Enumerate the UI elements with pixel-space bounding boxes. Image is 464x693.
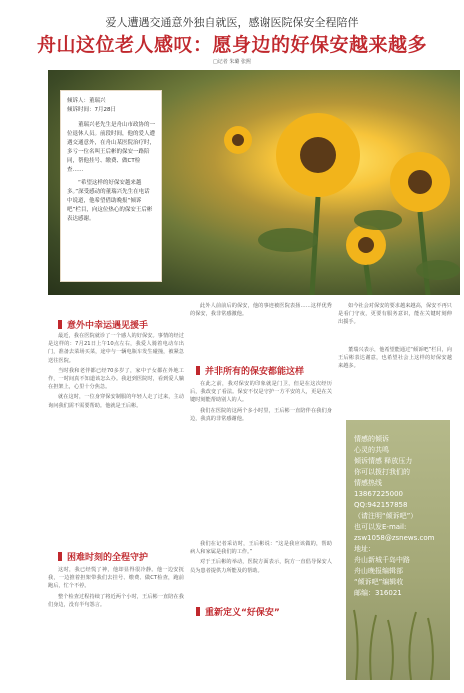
sidebar-line: 情感热线 [354,479,382,487]
article-paragraph: 就在这时，一位身穿保安制服的年轻人走了过来，主动询问我们需不需要帮助。他就是王后彬。 [48,394,184,409]
sidebar-line: 倾诉情感 释放压力 [354,457,413,465]
sidebar-line: 情感的倾诉 [354,435,389,443]
hotline-sidebar [346,420,450,680]
article-paragraph: 当时我和老伴都已经70多岁了，家中子女都在外地工作，一时间真不知道该怎么办。我赶到医院时，看到爱人躺在担架上，心里十分焦急。 [48,367,184,391]
article-column-2 [48,566,184,684]
note-meta-name: 倾诉人：董瑞兴 [67,98,106,104]
article-paragraph: 最近，我在医院就诊了一个感人的好保安。事情的经过是这样的：7月21日上午10点左右，我爱人骑着电动车出门，准备去菜场买菜，途中与一辆电瓶车发生碰撞，被紧急送往医院。 [48,333,184,364]
sidebar-line: 你可以拨打我们的 [354,468,410,476]
sidebar-line: 地址： [354,545,375,553]
article-column-7 [338,346,452,412]
note-meta-time: 倾诉时间：7月28日 [67,107,116,113]
article-paragraph: 董瑞兴表示，他希望能通过“倾诉吧”栏目，向王后彬表达谢意，也希望社会上这样的好保安越来越多。 [338,347,452,370]
article-column-3 [190,302,332,342]
sidebar-line: 心灵的共鸣 [354,446,389,454]
section-title-2: 困难时刻的全程守护 [58,550,148,563]
article-column-6 [338,302,452,342]
article-paragraph: 我们在记者采访时，王后彬说：“这是我应该做的，帮助病人和家属是我们的工作。” [190,541,332,556]
article-paragraph: 如今社会对保安的要求越来越高，保安不再只是看门守夜，更要有服务意识，能在关键时刻伸出援手。 [338,303,452,326]
sidebar-phone: 13867225000 [354,490,403,498]
kicker: 爱人遭遇交通意外独自就医，感谢医院保安全程陪伴 [105,16,359,29]
article-paragraph: 整个检查过程持续了将近两个小时，王后彬一直陪在我们身边，没有半句怨言。 [48,593,184,608]
sidebar-line: 舟山晚报编辑部 [354,567,403,575]
article-column-4 [190,380,332,532]
sidebar-email: zsw1058@zsnews.com [354,534,435,542]
article-column-1 [48,332,184,542]
headline: 舟山这位老人感叹：愿身边的好保安越来越多 [36,34,427,56]
article-paragraph: 对于王后彬的举动，医院方面表示，院方一直倡导保安人员为患者提供力所能及的帮助。 [190,559,332,574]
article-paragraph: 这时，我已经慌了神，他却显得很冷静。他一边安抚我，一边推着担架带我们去挂号、缴费、做CT检查，跑前跑后，忙个不停。 [48,567,184,590]
sidebar-line: 舟山新城千岛中路 [354,556,410,564]
sidebar-line: （请注明“倾诉吧”） [354,512,418,520]
section-title-1: 意外中幸运遇见援手 [58,318,148,331]
sidebar-line: 也可以发E-mail: [354,523,407,531]
article-paragraph: 此外人前前后的保安，他的事迹被医院表扬……这样优秀的保安，我非常感激他。 [190,303,332,318]
grass-decoration [346,590,450,680]
article-paragraph: 在此之前，我对保安的印象就是门卫，但是在这次经历后，我改变了看法。保安不仅是守护一方平安的人，更是在关键时刻能帮助别人的人。 [190,381,332,404]
sidebar-qq: QQ:942157858 [354,501,408,509]
intro-box [60,90,162,282]
section-title-4: 重新定义“好保安” [196,605,280,618]
article-column-5 [190,540,332,580]
intro-paragraph: “希望这样的好保安越来越多。”深受感动的董瑞兴先生在电话中说道，他希望借助晚报“倾诉吧”栏目，向这位热心的保安王后彬表达感谢。 [67,180,153,222]
intro-paragraph: 董瑞兴老先生是舟山市政协的一位退休人员。前段时间，他的爱人遭遇交通意外，在舟山某医院治疗时，多亏一位名叫王后彬的保安一路陪同，帮他挂号、缴费、做CT检查…… [67,122,156,173]
sidebar-line: 邮编：316021 [354,589,402,597]
sidebar-line: “倾诉吧”编辑收 [354,578,404,586]
article-paragraph: 我们在医院的这两个多小时里，王后彬一直陪伴在我们身边，我真的非常感谢他。 [190,407,332,422]
byline: □记者 朱璐 张熙 [213,59,251,65]
section-title-3: 并非所有的保安都能这样 [196,364,304,377]
